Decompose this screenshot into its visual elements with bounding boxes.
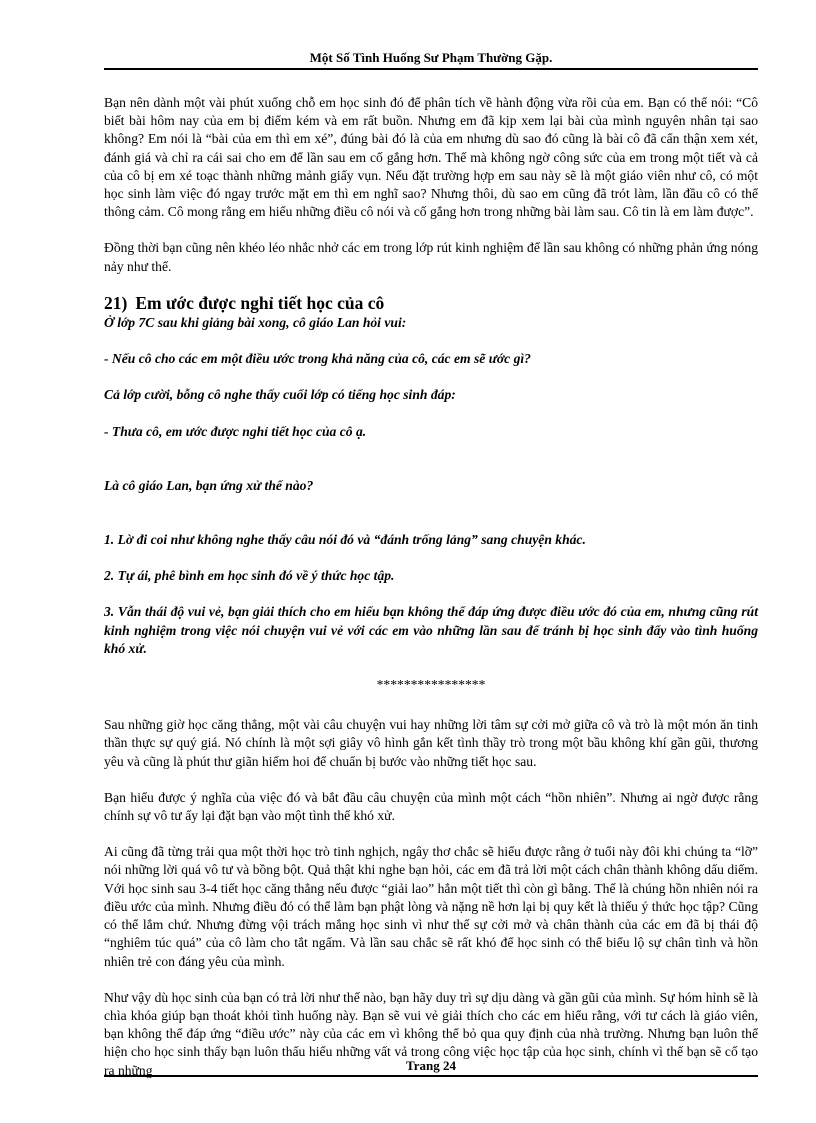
paragraph: Đồng thời bạn cũng nên khéo léo nhắc nhở các em trong lớp rút kinh nghiệm để lần sau không có những phản ứng nóng nảy như thế. [104, 240, 758, 274]
section-title: Em ước được nghỉ tiết học của cô [135, 292, 385, 313]
option-2: 2. Tự ái, phê bình em học sinh đó về ý thức học tập. [104, 568, 395, 584]
scenario-line: Cả lớp cười, bỗng cô nghe thấy cuối lớp có tiếng học sinh đáp: [104, 387, 456, 403]
option-1: 1. Lờ đi coi như không nghe thấy câu nói đó và “đánh trống lảng” sang chuyện khác. [104, 532, 586, 548]
section-heading [104, 294, 758, 312]
paragraph: Bạn nên dành một vài phút xuống chỗ em học sinh đó để phân tích về hành động vừa rồi của em. Bạn có thể nói: “Cô biết bài hôm nay của em bị điểm kém và em rất buồn. Nhưng em đã kịp xem lại bài của mình nguyên nhân tại sao không? Em nói là “bài của em thì em xé”, đúng bài đó là của em nhưng dù sao đó cũng là bài cô đã cẩn thận xem xét, đánh giá và chỉ ra cái sai cho em để lần sau em cố gắng hơn. Thế mà không ngờ công sức của em trong một tiết và cả của cô bị em xé toạc thành những mảnh giấy vụn. Nếu đặt trường hợp em sau này sẽ là một giáo viên như cô, có một học sinh làm việc đó ngay trước mặt em thì em nghĩ sao? Nhưng thôi, dù sao em cũng đã trót làm, lần đầu cô có thể thông cảm. Cô mong rằng em hiểu những điều cô nói và cố gắng hơn trong những bài làm sau. Cô tin là em làm được”. [104, 95, 758, 220]
option-3: 3. Vẫn thái độ vui vẻ, bạn giải thích cho em hiểu bạn không thể đáp ứng được điều ước đó của em, nhưng cũng rút kinh nghiệm trong việc nói chuyện vui vẻ với các em vào những lần sau để tránh bị học sinh đẩy vào tình huống khó xử. [104, 604, 758, 656]
paragraph: Sau những giờ học căng thẳng, một vài câu chuyện vui hay những lời tâm sự cởi mở giữa cô và trò là một món ăn tinh thần thực sự quý giá. Nó chính là một sợi giây vô hình gắn kết tình thầy trò trong một bầu không khí gần gũi, thương yêu và cũng là phút thư giãn hiếm hoi để chuẩn bị bước vào những tiết học sau. [104, 717, 758, 769]
scenario-line: - Thưa cô, em ước được nghỉ tiết học của cô ạ. [104, 423, 367, 439]
paragraph: Như vậy dù học sinh của bạn có trả lời như thế nào, bạn hãy duy trì sự dịu dàng và gần gũi của mình. Sự hóm hỉnh sẽ là chìa khóa giúp bạn thoát khỏi tình huống này. Bạn sẽ vui vẻ giải thích cho các em hiểu rằng, với tư cách là giáo viên, bạn không thể đáp ứng “điều ước” này của các em vì không thể bỏ qua quy định của nhà trường. Nhưng bạn luôn thể hiện cho học sinh thấy bạn luôn thấu hiểu những vất vả trong công việc học tập của học sinh, chính vì thế bạn sẽ cố tạo ra những [104, 989, 758, 1078]
page-number: Trang 24 [406, 1058, 456, 1073]
page-content [104, 94, 758, 1098]
page-header-title: Một Số Tình Huống Sư Phạm Thường Gặp. [309, 50, 553, 65]
scenario-line: Ở lớp 7C sau khi giảng bài xong, cô giáo Lan hỏi vui: [104, 315, 407, 331]
separator: **************** [376, 677, 486, 693]
paragraph: Ai cũng đã từng trải qua một thời học trò tinh nghịch, ngây thơ chắc sẽ hiểu được rằng ở tuổi này đôi khi chúng ta “lỡ” nói những lời quá vô tư và bồng bột. Quả thật khi nghe bạn hỏi, các em đã trả lời một cách chân thành không dấu diếm. Với học sinh sau 3-4 tiết học căng thẳng nếu được “giải lao” hẳn một tiết thì còn gì bằng. Thế là chúng hồn nhiên nói ra điều ước của mình. Nhưng điều đó có thể làm bạn phật lòng và nặng nề hơn lại bị quy kết là thiếu ý thức học tập? Cũng có thể lắm chứ. Nhưng đừng vội trách mắng học sinh vì như thế sự cởi mở và chân thành của các em đã bị thái độ “nghiêm túc quá” của cô làm cho tắt ngấm. Và lần sau chắc sẽ rất khó để học sinh có thể biểu lộ sự chân tình và hồn nhiên trẻ con đáng yêu của mình. [104, 844, 758, 969]
section-number: 21) [104, 292, 128, 313]
scenario-line: - Nếu cô cho các em một điều ước trong khả năng của cô, các em sẽ ước gì? [104, 351, 531, 367]
question: Là cô giáo Lan, bạn ứng xử thế nào? [104, 477, 314, 493]
paragraph: Bạn hiểu được ý nghĩa của việc đó và bắt đầu câu chuyện của mình một cách “hồn nhiên”. Nhưng ai ngờ được rằng chính sự vô tư ấy lại đặt bạn vào một tình thế khó xử. [104, 789, 758, 824]
footer-rule [104, 1075, 758, 1077]
header-rule [104, 68, 758, 70]
